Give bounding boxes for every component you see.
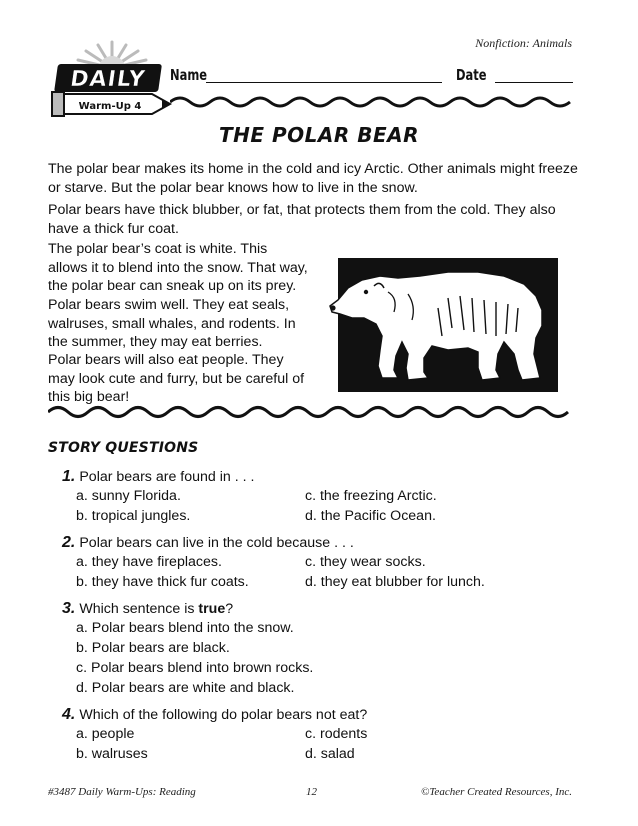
question-text: Polar bears are found in . . .	[79, 469, 255, 485]
story-title: THE POLAR BEAR	[218, 123, 420, 147]
footer-copyright: ©Teacher Created Resources, Inc.	[420, 786, 572, 798]
question-text: Which sentence is	[79, 601, 199, 617]
answer-option[interactable]: d. they eat blubber for lunch.	[305, 574, 485, 590]
daily-warm-up-logo	[48, 38, 174, 122]
answer-option[interactable]: d. salad	[305, 746, 355, 762]
question-2	[62, 534, 354, 552]
date-field[interactable]	[495, 82, 573, 83]
name-field[interactable]	[206, 82, 442, 83]
question-number: 3.	[62, 600, 76, 617]
question-number: 2.	[62, 534, 76, 551]
question-text-emphasis: true	[198, 601, 226, 617]
question-1	[62, 468, 254, 486]
answer-option[interactable]: d. Polar bears are white and black.	[76, 680, 295, 696]
questions-heading: STORY QUESTIONS	[48, 440, 199, 456]
answer-option[interactable]: a. people	[76, 726, 135, 742]
question-number: 1.	[62, 468, 76, 485]
answer-option[interactable]: c. the freezing Arctic.	[305, 488, 437, 504]
question-4	[62, 706, 367, 724]
category-label: Nonfiction: Animals	[475, 36, 572, 50]
answer-option[interactable]: b. tropical jungles.	[76, 508, 191, 524]
answer-option[interactable]: a. Polar bears blend into the snow.	[76, 620, 294, 636]
question-number: 4.	[62, 706, 76, 723]
story-paragraph: Polar bears swim well. They eat seals, walruses, small whales, and rodents. In the summer, they may eat berries.	[48, 297, 296, 350]
answer-option[interactable]: a. sunny Florida.	[76, 488, 181, 504]
answer-option[interactable]: a. they have fireplaces.	[76, 554, 222, 570]
logo-subtitle: Warm-Up 4	[78, 101, 142, 112]
wavy-divider	[48, 400, 578, 424]
story-paragraph: The polar bear makes its home in the cold and icy Arctic. Other animals might freeze or starve. But the polar bear knows how to live in the snow.	[48, 161, 578, 196]
question-text: ?	[225, 601, 234, 617]
footer-book-title: #3487 Daily Warm-Ups: Reading	[48, 786, 196, 798]
answer-option[interactable]: c. rodents	[305, 726, 368, 742]
answer-option[interactable]: d. the Pacific Ocean.	[305, 508, 436, 524]
wavy-divider	[170, 92, 575, 112]
answer-option[interactable]: c. they wear socks.	[305, 554, 426, 570]
answer-option[interactable]: b. they have thick fur coats.	[76, 574, 249, 590]
story-paragraph: Polar bears have thick blubber, or fat, that protects them from the cold. They also have a thick fur coat.	[48, 202, 556, 237]
question-3	[62, 600, 233, 618]
story-paragraph: The polar bear’s coat is white. This allows it to blend into the snow. That way, the polar bear can sneak up on its prey.	[48, 241, 308, 294]
story-paragraph: Polar bears will also eat people. They may look cute and furry, but be careful of this big bear!	[48, 352, 305, 405]
question-text: Polar bears can live in the cold because . . .	[79, 535, 354, 551]
answer-option[interactable]: b. walruses	[76, 746, 148, 762]
footer-page-number: 12	[306, 786, 317, 798]
question-text: Which of the following do polar bears not eat?	[79, 707, 368, 723]
logo-word: DAILY	[68, 66, 148, 92]
name-label: Name	[170, 66, 208, 84]
answer-option[interactable]: c. Polar bears blend into brown rocks.	[76, 660, 314, 676]
polar-bear-illustration	[328, 258, 558, 392]
date-label: Date	[456, 66, 487, 84]
answer-option[interactable]: b. Polar bears are black.	[76, 640, 230, 656]
